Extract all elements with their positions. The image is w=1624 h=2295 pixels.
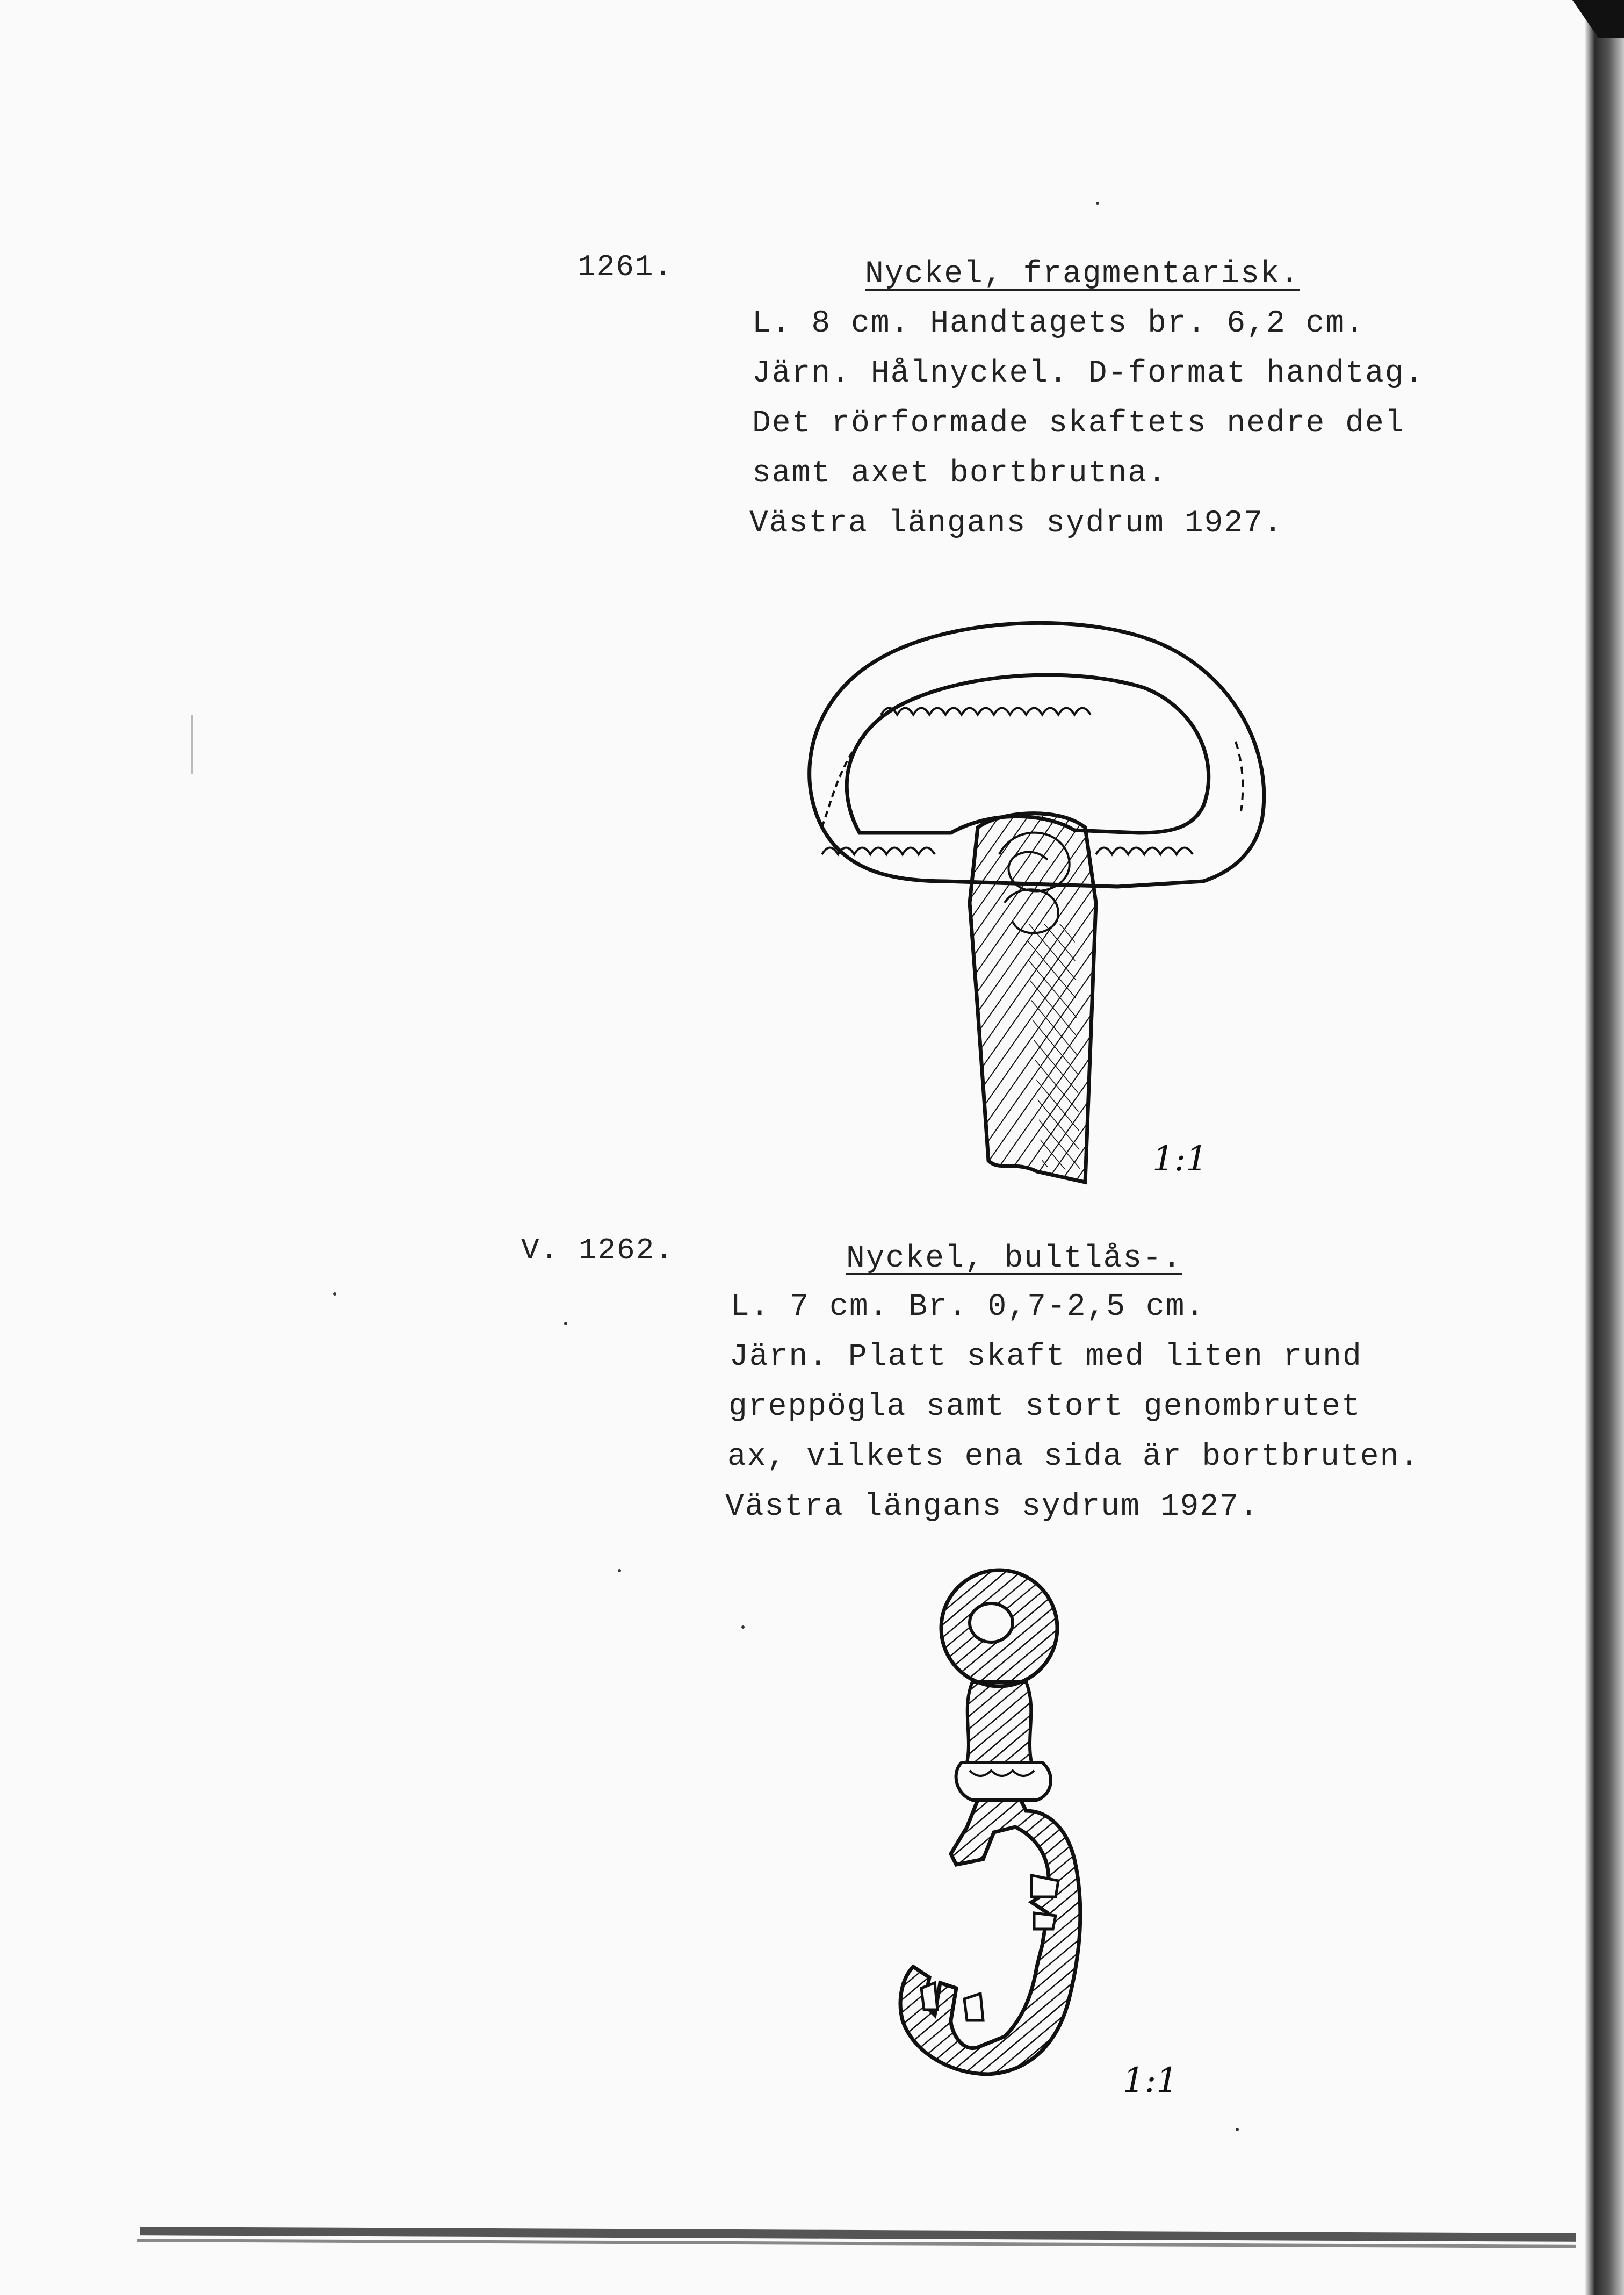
entry-findspot: Västra längans sydrum 1927. <box>749 506 1283 541</box>
hollow-key-sketch-icon <box>774 602 1289 1204</box>
entry-description-line: Det rörformade skaftets nedre del <box>752 406 1405 441</box>
entry-title: Nyckel, bultlås-. <box>846 1241 1182 1276</box>
entry-description-line: Järn. Hålnyckel. D-format handtag. <box>752 356 1425 391</box>
entry-description-line: samt axet bortbrutna. <box>752 456 1167 491</box>
dust-speck <box>333 1292 336 1296</box>
entry-number: V. 1262. <box>521 1233 674 1268</box>
scale-label: 1:1 <box>1152 1139 1208 1179</box>
entry-description-line: ax, vilkets ena sida är bortbruten. <box>727 1440 1420 1474</box>
bolt-lock-key-sketch-icon <box>870 1558 1171 2128</box>
dust-speck <box>741 1625 745 1629</box>
dust-speck <box>1236 2128 1239 2131</box>
entry-title: Nyckel, fragmentarisk. <box>865 257 1300 292</box>
entry-description-line: L. 7 cm. Br. 0,7-2,5 cm. <box>731 1290 1206 1325</box>
scale-label: 1:1 <box>1123 2061 1178 2100</box>
dust-speck <box>618 1569 621 1572</box>
entry-description-line: greppögla samt stort genombrutet <box>728 1390 1361 1425</box>
dust-speck <box>1096 202 1099 205</box>
entry-findspot: Västra längans sydrum 1927. <box>725 1490 1259 1524</box>
dust-speck <box>564 1322 567 1325</box>
page-edge-right <box>1585 0 1624 2295</box>
entry-description-line: Järn. Platt skaft med liten rund <box>730 1340 1362 1375</box>
entry-description-line: L. 8 cm. Handtagets br. 6,2 cm. <box>752 306 1365 341</box>
entry-number: 1261. <box>578 250 674 284</box>
binding-mark <box>191 715 193 774</box>
